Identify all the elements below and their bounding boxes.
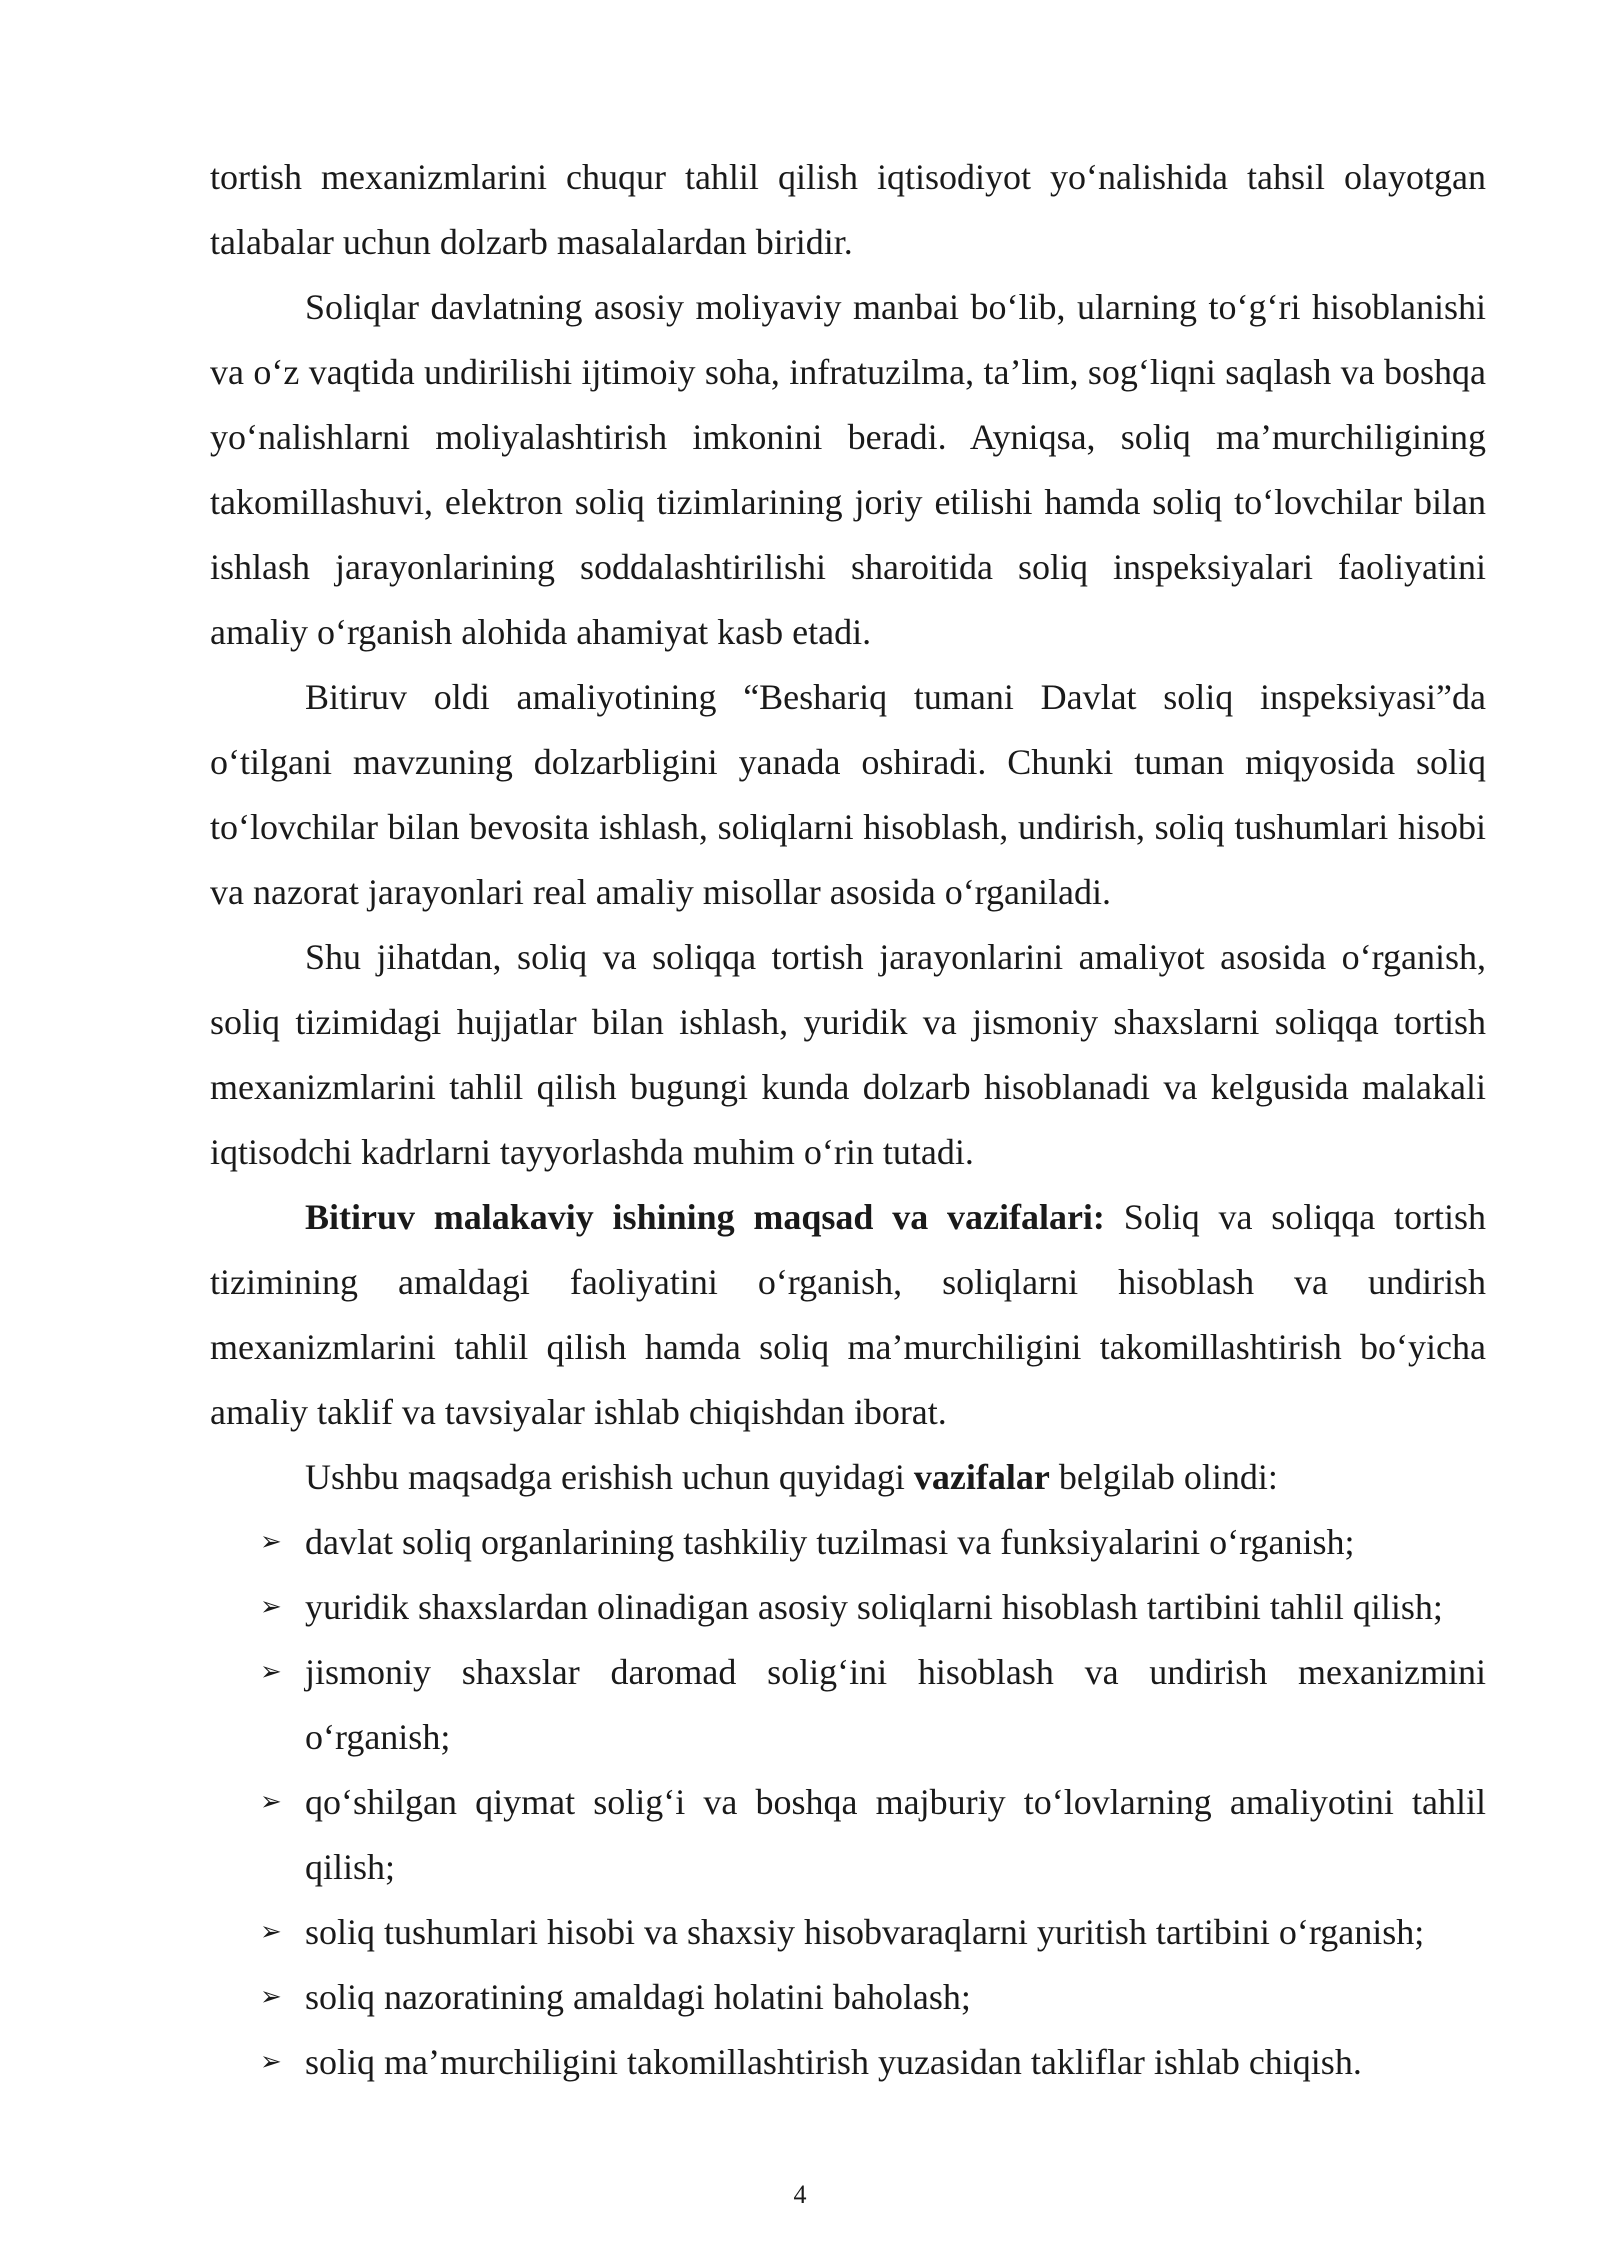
page-number: 4 (793, 2180, 807, 2209)
list-item-text: soliq nazoratining amaldagi holatini baholash; (305, 1977, 971, 2017)
arrow-bullet-icon: ➢ (260, 1787, 282, 1817)
list-item (210, 1575, 1486, 1640)
list-item-text: jismoniy shaxslar daromad solig‘ini hisoblash va undirish mexanizmini o‘rganish; (305, 1652, 1486, 1757)
arrow-bullet-icon: ➢ (260, 1527, 282, 1557)
paragraph-practice-location: Bitiruv oldi amaliyotining “Beshariq tumani Davlat soliq inspeksiyasi”da o‘tilgani mavzuning dolzarbligini yanada oshiradi. Chunki tuman miqyosida soliq to‘lovchilar bilan bevosita ishlash, soliqlarni hisoblash, undirish, soliq tushumlari hisobi va nazorat jarayonlari real amaliy misollar asosida o‘rganiladi. (210, 677, 1486, 912)
list-item (210, 2030, 1486, 2095)
tasks-intro-before: Ushbu maqsadga erishish uchun quyidagi (305, 1457, 914, 1497)
list-item-text: soliq ma’murchiligini takomillashtirish yuzasidan takliflar ishlab chiqish. (305, 2042, 1362, 2082)
paragraph-tasks-intro (210, 1445, 1486, 1510)
page-content (210, 145, 1486, 2095)
paragraph-relevance: Shu jihatdan, soliq va soliqqa tortish jarayonlarini amaliyot asosida o‘rganish, soliq tizimidagi hujjatlar bilan ishlash, yuridik va jismoniy shaxslarni soliqqa tortish mexanizmlarini tahlil qilish bugungi kunda dolzarb hisoblanadi va kelgusida malakali iqtisodchi kadrlarni tayyorlashda muhim o‘rin tutadi. (210, 937, 1486, 1172)
paragraph-continuation: tortish mexanizmlarini chuqur tahlil qilish iqtisodiyot yo‘nalishida tahsil olayotgan talabalar uchun dolzarb masalalardan biridir. (210, 157, 1486, 262)
list-item (210, 1510, 1486, 1575)
list-item (210, 1965, 1486, 2030)
list-item (210, 1640, 1486, 1770)
tasks-list (210, 1510, 1486, 2095)
list-item-text: soliq tushumlari hisobi va shaxsiy hisobvaraqlarni yuritish tartibini o‘rganish; (305, 1912, 1425, 1952)
goals-heading: Bitiruv malakaviy ishining maqsad va vazifalari: (305, 1197, 1105, 1237)
list-item (210, 1900, 1486, 1965)
arrow-bullet-icon: ➢ (260, 1917, 282, 1947)
tasks-intro-bold: vazifalar (913, 1457, 1050, 1497)
goals-text: Soliq va soliqqa tortish tizimining amaldagi faoliyatini o‘rganish, soliqlarni hisoblash va undirish mexanizmlarini tahlil qilish hamda soliq ma’murchiligini takomillashtirish bo‘yicha amaliy taklif va tavsiyalar ishlab chiqishdan iborat. (210, 1197, 1487, 1432)
arrow-bullet-icon: ➢ (260, 1982, 282, 2012)
list-item (210, 1770, 1486, 1900)
arrow-bullet-icon: ➢ (260, 1657, 282, 1687)
list-item-text: davlat soliq organlarining tashkiliy tuzilmasi va funksiyalarini o‘rganish; (305, 1522, 1355, 1562)
paragraph-taxes-role: Soliqlar davlatning asosiy moliyaviy manbai bo‘lib, ularning to‘g‘ri hisoblanishi va o‘z vaqtida undirilishi ijtimoiy soha, infratuzilma, ta’lim, sog‘liqni saqlash va boshqa yo‘nalishlarni moliyalashtirish imkonini beradi. Ayniqsa, soliq ma’murchiligining takomillashuvi, elektron soliq tizimlarining joriy etilishi hamda soliq to‘lovchilar bilan ishlash jarayonlarining soddalashtirilishi sharoitida soliq inspeksiyalari faoliyatini amaliy o‘rganish alohida ahamiyat kasb etadi. (210, 287, 1486, 652)
arrow-bullet-icon: ➢ (260, 1592, 282, 1622)
tasks-intro-after: belgilab olindi: (1049, 1457, 1278, 1497)
list-item-text: qo‘shilgan qiymat solig‘i va boshqa majburiy to‘lovlarning amaliyotini tahlil qilish; (305, 1782, 1486, 1887)
paragraph-goals (210, 1185, 1486, 1445)
list-item-text: yuridik shaxslardan olinadigan asosiy soliqlarni hisoblash tartibini tahlil qilish; (305, 1587, 1443, 1627)
arrow-bullet-icon: ➢ (260, 2047, 282, 2077)
